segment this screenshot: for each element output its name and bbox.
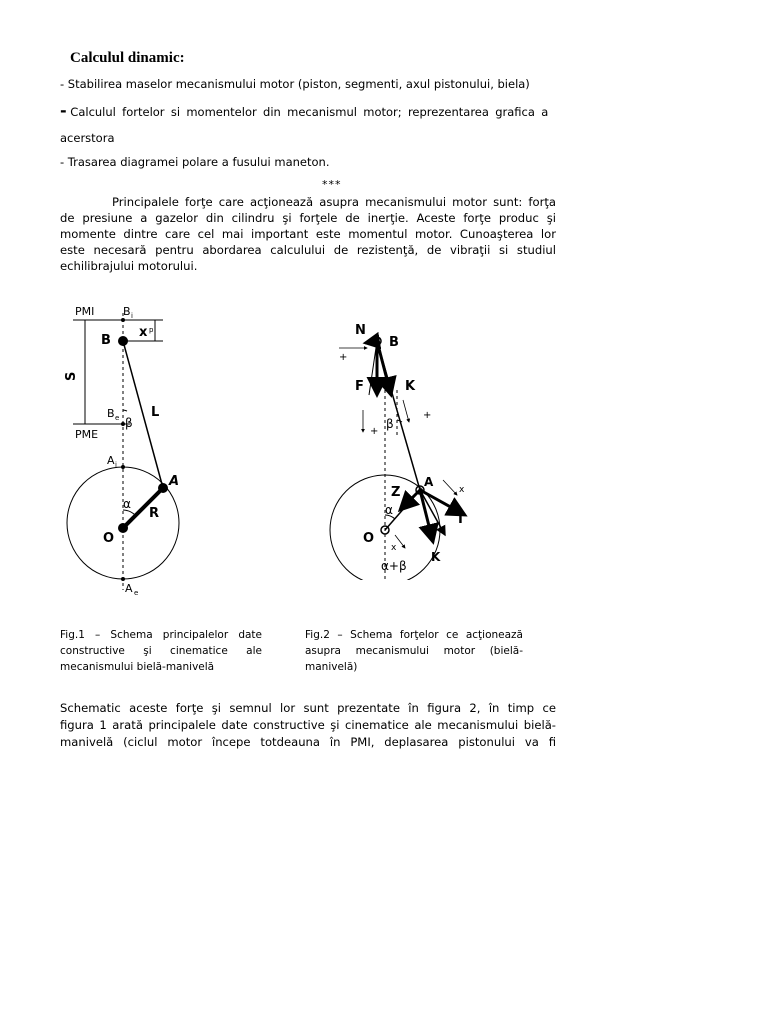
force-n [365,341,377,343]
label-beta-2: β [386,417,394,431]
label-bi-sub: i [131,312,133,320]
label-k1: K [405,379,416,394]
beta-arc-2 [397,420,402,422]
bottom-paragraph [60,700,556,751]
label-t: T [456,512,465,527]
label-xp: x [139,325,148,340]
label-be-sub: e [115,414,120,422]
fig2-caption-line-1: Fig.2 – Schema forţelor ce acţionează [305,629,523,641]
label-a-2: A [424,475,434,489]
point-ai [121,465,125,469]
label-alpha-beta: α+β [381,559,407,573]
label-b: B [101,333,111,348]
label-pme: PME [75,428,99,441]
figure-1-caption [60,627,262,675]
label-bi: B [123,305,131,318]
sign-arrow-z [395,535,405,548]
label-ai-sub: i [115,461,117,469]
sign-plus-n: + [339,352,348,363]
label-alpha-2: α [385,503,393,517]
point-b [118,336,128,346]
label-be: B [107,407,115,420]
fig1-caption-line-3: mecanismului bielă-manivelă [60,661,215,673]
section-title: Calculul dinamic: [70,50,185,66]
fig1-caption-line-2: constructive şi cinematice ale [60,645,262,657]
label-pmi: PMI [75,305,95,318]
bullet-forces [60,101,548,120]
bottom-line-2: figura 1 arată principalele date constructive şi cinematice ale mecanismului bielă- [60,718,556,732]
label-l: L [151,405,160,420]
sign-arrow-t [443,480,457,495]
label-xp-sub: p [149,326,154,334]
label-k2: K [431,550,441,564]
label-n: N [355,323,366,338]
bullet-forces-text: Calculul fortelor si momentelor din mecanismul motor; reprezentarea grafica a [70,105,549,119]
fig2-caption-line-2: asupra mecanismului motor (bielă- [305,645,523,657]
bottom-line-1: Schematic aceste forţe şi semnul lor sunt prezentate în figura 2, în timp ce [60,701,556,715]
sign-arrow-k [403,400,409,422]
point-ae [121,577,125,581]
intro-line-3: momente dintre care cel mai important este momentul motor. Cunoaşterea lor [60,227,556,241]
label-alpha: α [123,497,131,511]
beta-arc [123,410,127,411]
bullet-polar-diagram: - Trasarea diagramei polare a fusului maneton. [60,155,330,169]
label-ae: A [125,582,133,595]
bullet-forces-continuation: acerstora [60,131,115,145]
label-beta: β [125,416,133,430]
label-ai: A [107,454,115,467]
label-r: R [149,506,160,521]
label-stroke: S [64,371,79,381]
figure-1-crank-diagram [55,295,205,605]
force-z [400,490,420,510]
intro-line-4: este necesară pentru abordarea calculului de rezistenţă, de vibraţii si studiul [60,243,556,257]
point-o [118,523,128,533]
label-o: O [103,531,115,546]
point-bi [121,318,125,322]
bottom-line-3: manivelă (ciclul motor începe totdeauna în PMI, deplasarea pistonului va fi [60,735,556,749]
label-a: A [169,474,180,489]
separator-stars: *** [322,178,342,191]
figure-2-force-diagram [325,310,485,580]
figure-2-caption [305,627,523,675]
sign-x-t: x [459,485,465,495]
intro-line-5: echilibrajului motorului. [60,259,198,273]
point-a [158,483,168,493]
fig1-caption-line-1: Fig.1 – Schema principalelor date [60,629,262,641]
sign-plus-k: + [423,410,432,421]
intro-paragraph [60,194,556,274]
label-o-2: O [363,531,375,546]
label-z: Z [391,485,401,500]
label-b-2: B [389,335,399,350]
intro-line-2: de presiune a gazelor din cilindru şi forţele de inerţie. Aceste forţe produc şi [60,211,556,225]
fig2-caption-line-3: manivelă) [305,661,358,673]
label-f: F [355,379,364,394]
label-ae-sub: e [134,589,139,597]
intro-line-1: Principalele forţe care acţionează asupra mecanismului motor sunt: forţa [112,195,556,209]
sign-plus-f: + [370,426,379,437]
bullet-dash: - [60,101,67,120]
sign-x-z: x [391,543,397,553]
bullet-masses: - Stabilirea maselor mecanismului motor (piston, segmenti, axul pistonului, biela) [60,77,530,91]
